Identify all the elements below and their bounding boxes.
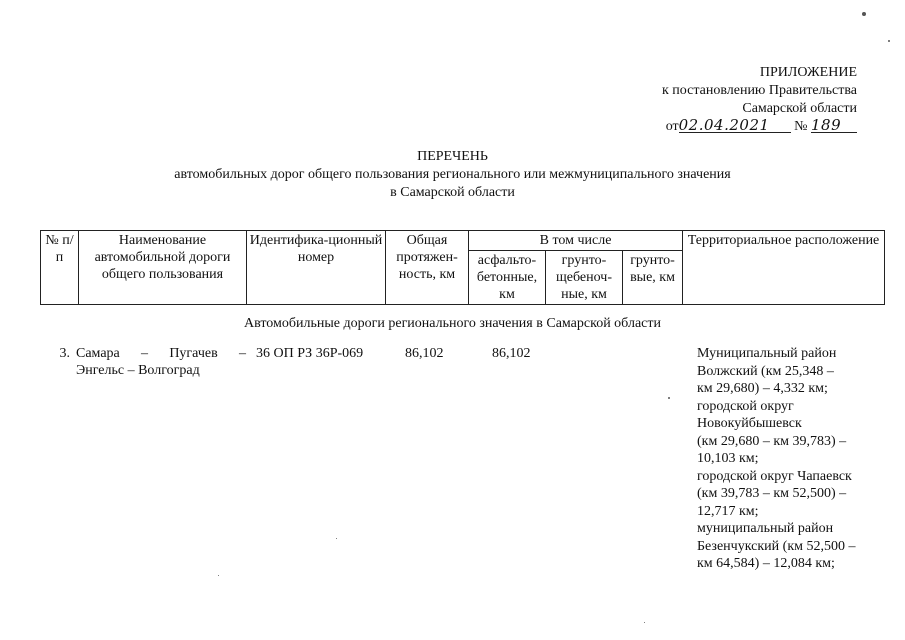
title-region: в Самарской области — [390, 185, 515, 200]
header-asphalt: асфальто-бетонные, км — [469, 251, 546, 305]
location-line: км 29,680) – 4,332 км; — [697, 381, 828, 396]
location-line: Муниципальный район — [697, 346, 837, 361]
appendix-title: ПРИЛОЖЕНИЕ — [759, 65, 857, 80]
row-asphalt-length: 86,102 — [492, 346, 531, 361]
scan-speck — [862, 12, 866, 16]
location-line: (км 29,680 – км 39,783) – — [697, 433, 847, 449]
row-road-name-line1: Самара – Пугачев – — [76, 346, 246, 361]
location-line: Новокуйбышевск — [697, 416, 802, 431]
header-location: Территориальное расположение — [683, 231, 885, 305]
row-location — [697, 345, 877, 573]
location-line: городской округ Чапаевск — [697, 468, 852, 484]
location-line: Волжский (км 25,348 – — [697, 363, 834, 379]
appendix-date-line — [662, 118, 857, 136]
roads-table-header — [40, 230, 885, 305]
scan-speck — [668, 397, 670, 399]
appendix-reference: к постановлению Правительства — [661, 83, 857, 98]
location-line: Безенчукский (км 52,500 – — [697, 538, 856, 554]
header-ground: грунто-вые, км — [623, 251, 683, 305]
document-title — [0, 148, 905, 202]
row-identifier: 36 ОП РЗ 36Р-069 — [256, 346, 364, 361]
location-line: городской округ — [697, 398, 794, 414]
title-heading: ПЕРЕЧЕНЬ — [417, 149, 488, 164]
scan-speck — [644, 622, 645, 623]
scan-speck — [888, 40, 890, 42]
row-road-name-line2: Энгельс – Волгоград — [76, 363, 200, 378]
location-line: 10,103 км; — [697, 451, 759, 466]
header-total-length: Общая протяжен-ность, км — [386, 231, 469, 305]
location-line: муниципальный район — [697, 521, 834, 536]
location-line: (км 39,783 – км 52,500) – — [697, 486, 847, 501]
scan-speck — [336, 538, 337, 539]
row-road-name — [76, 345, 246, 379]
row-total-length: 86,102 — [405, 346, 444, 361]
header-including: В том числе — [469, 231, 683, 251]
date-prefix: от — [665, 119, 679, 134]
number-prefix: № — [794, 119, 808, 134]
header-gravel: грунто-щебеноч-ные, км — [546, 251, 623, 305]
location-line: 12,717 км; — [697, 503, 759, 519]
handwritten-number: 189 — [811, 118, 857, 133]
header-number: № п/п — [41, 231, 79, 305]
section-title: Автомобильные дороги регионального значения в Самарской области — [244, 316, 661, 331]
title-subheading: автомобильных дорог общего пользования регионального или межмуниципального значения — [174, 167, 731, 182]
handwritten-date: 02.04.2021 — [679, 118, 791, 133]
appendix-block — [662, 64, 857, 136]
appendix-region: Самарской области — [742, 101, 857, 116]
header-identifier: Идентифика-ционный номер — [247, 231, 386, 305]
scan-speck — [218, 575, 219, 576]
location-line: км 64,584) – 12,084 км; — [697, 556, 835, 571]
row-number: 3. — [59, 346, 70, 361]
header-road-name: Наименование автомобильной дороги общего пользования — [79, 231, 247, 305]
